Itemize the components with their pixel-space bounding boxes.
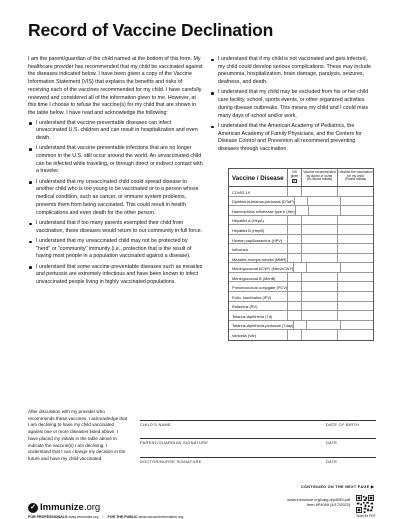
vis-given-cell[interactable] (287, 292, 301, 301)
decline-initials-cell[interactable] (337, 244, 373, 253)
table-row (229, 321, 373, 331)
decline-initials-cell[interactable] (337, 273, 373, 282)
right-column (210, 56, 375, 156)
acknowledgement-item: I understand that my unvaccinated child may not be protected by "herd" or "community" immunity (i.e., protection that is the result of having most people in a population vaccinated against a disease). (28, 238, 203, 261)
acknowledgement-item: I understand that vaccine-preventable diseases can infect unvaccinated U.S. children and can result in hospitalization and even death. (28, 120, 203, 143)
vaccine-name: Hepatitis A (HepA) (232, 218, 264, 224)
checkmark-icon: ✔ (293, 179, 297, 184)
acknowledgement-item: I understand that my child may be excluded from his or her child care facility, school, sports events, or other organized activities during disease outbreaks. This means my child and I could miss many days of school and/or work. (210, 89, 375, 120)
public-link[interactable]: www.vaccineinformation.org (138, 515, 184, 519)
vis-given-cell[interactable] (293, 263, 306, 272)
recommended-initials-cell[interactable] (301, 244, 337, 253)
footer-separator: / (102, 515, 104, 519)
acknowledgement-item: I understand that if too many parents exempted their child from vaccination, these diseases would return to our community in full force. (28, 220, 203, 235)
table-row (229, 330, 373, 340)
recommended-initials-cell[interactable] (301, 273, 337, 282)
vis-given-cell[interactable] (287, 235, 301, 244)
decline-initials-cell[interactable] (337, 302, 373, 311)
vaccine-column-header: Vaccine / Disease (232, 175, 284, 182)
vaccine-name: Meningococcal ACWY (MenACWY) (232, 266, 294, 272)
vaccine-name: Rotavirus (RV) (232, 304, 258, 310)
table-header (229, 169, 373, 187)
table-row (229, 292, 373, 302)
signature-line[interactable] (140, 420, 376, 421)
immunize-logo (28, 502, 100, 513)
scan-label: Scan for PDF (356, 514, 376, 518)
vaccine-name: Polio, inactivated (IPV) (232, 294, 272, 300)
vaccine-name: Meningococcal B (MenB) (232, 275, 276, 281)
decline-initials-cell[interactable] (337, 216, 373, 225)
acknowledgement-item: I understand that some vaccine-preventable diseases such as measles and pertussis are extremely infectious and have been known to infect unvaccinated people living in highly vaccinated populations. (28, 264, 203, 287)
parent-signature-label: PARENT/GUARDIAN SIGNATURE (140, 440, 209, 445)
vis-given-cell[interactable] (287, 187, 301, 196)
vaccine-name: Tetanus-diphtheria (Td) (232, 313, 273, 319)
vis-given-cell[interactable] (287, 311, 301, 320)
vis-given-cell[interactable] (287, 225, 301, 234)
intro-paragraph: I am the parent/guardian of the child named at the bottom of this form. My healthcare provider has recommended that my child be vaccinated against the diseases indicated below. I have been given a copy of the Vaccine Information Statement (VIS) that explains the benefits and risks of receiving each of the vaccines recommended for my child. I have carefully reviewed and considered all of the information given to me. However, at this time I choose to refuse the vaccine(s) for my child that are shown in the table below. I have read and acknowledge the following: (28, 56, 203, 116)
date-label: DATE (326, 440, 338, 445)
recommended-initials-cell[interactable] (307, 197, 340, 206)
acknowledgement-item: I understand that my unvaccinated child could spread disease to another child who is too young to be vaccinated or to a person whose medical condition, such as cancer, or immune system problems, prevents them from being vaccinated. This could result in health complications and even death for the other person. (28, 179, 203, 218)
recommended-initials-cell[interactable] (301, 292, 337, 301)
table-row (229, 225, 373, 235)
professionals-link[interactable]: www.immunize.org (68, 515, 99, 519)
vis-given-cell[interactable] (287, 273, 301, 282)
table-row (229, 206, 373, 216)
recommended-initials-cell[interactable] (301, 254, 337, 263)
acknowledgement-item: I understand that vaccine-preventable infections that are no longer common in the U.S. still occur around the world. An unvaccinated child can be infected while traveling, or through direct or indirect contact with a traveler. (28, 145, 203, 176)
vis-given-cell[interactable] (287, 330, 301, 340)
decline-initials-cell[interactable] (337, 225, 373, 234)
left-column (28, 56, 203, 289)
recommended-column-header (301, 169, 337, 186)
decline-initials-cell[interactable] (337, 330, 373, 340)
vis-given-cell[interactable] (295, 206, 308, 215)
table-row (229, 254, 373, 264)
vis-given-cell[interactable] (287, 244, 301, 253)
decline-initials-cell[interactable] (337, 292, 373, 301)
recommended-initials-cell[interactable] (301, 216, 337, 225)
recommended-initials-cell[interactable] (301, 282, 337, 291)
table-body (229, 187, 373, 340)
decline-label: I decline the vaccination for my child (338, 170, 373, 178)
table-row (229, 235, 373, 245)
recommended-initials-cell[interactable] (301, 311, 337, 320)
logo-org: .org (83, 502, 101, 513)
table-row (229, 197, 373, 207)
doctor-signature-label: DOCTOR/NURSE SIGNATURE (140, 459, 202, 464)
vaccine-name: Measles-mumps-rubella (MMR) (232, 256, 287, 262)
vis-given-cell[interactable] (287, 254, 301, 263)
vaccine-name: Varicella (Var) (232, 333, 257, 338)
item-url[interactable]: www.immunize.org/catg.d/p4059.pdf (287, 497, 350, 502)
child-name-label: CHILD'S NAME (140, 422, 171, 427)
vaccine-name: Tetanus-diphtheria-pertussis (Tdap) (232, 323, 294, 329)
dob-label: DATE OF BIRTH (326, 422, 360, 427)
left-acknowledgement-list (28, 120, 203, 287)
footer-links (28, 515, 183, 519)
acknowledgement-statement: After discussion with my provider who recommends these vaccines, I acknowledge that I am declining to have my child vaccinated against one or more diseases listed above. I have placed my initials in the table above to indicate the vaccine(s) I am declining. I understand that I can change my decision in the future and have my child vaccinated. (28, 409, 128, 461)
recommended-initials-cell[interactable] (308, 206, 341, 215)
vis-given-cell[interactable] (287, 282, 301, 291)
table-row (229, 244, 373, 254)
vaccine-name: COVID-19 (232, 189, 250, 195)
right-acknowledgement-list (210, 56, 375, 154)
recommended-initials-cell[interactable] (301, 302, 337, 311)
item-info (287, 497, 350, 507)
recommended-initials-cell[interactable] (306, 263, 339, 272)
decline-initials-cell[interactable] (337, 235, 373, 244)
item-number: Item #P4059 (4/17/2023) (306, 502, 350, 508)
date-label: DATE (326, 459, 338, 464)
decline-initials-cell[interactable] (337, 254, 373, 263)
vis-given-label: VIS given (290, 170, 299, 178)
decline-initials-cell[interactable] (337, 187, 373, 196)
professionals-label: FOR PROFESSIONALS (28, 515, 68, 519)
acknowledgement-item: I understand that if my child is not vaccinated and gets infected, my child could develop serious complications. These may include pneumonia, hospitalization, brain damage, paralysis, seizures, deafness, and death. (210, 56, 375, 87)
continued-notice: CONTINUED ON THE NEXT PAGE ▶ (301, 485, 375, 489)
acknowledgement-item: I understand that the American Academy of Pediatrics, the American Academy of Family Physicians, and the Centers for Disease Control and Prevention all recommend preventing diseases through vaccination. (210, 123, 375, 154)
recommended-initials-cell[interactable] (301, 235, 337, 244)
logo-wordmark (40, 502, 100, 513)
vaccine-name: Haemophilus influenzae type b (Hib) (232, 208, 295, 214)
table-row (229, 187, 373, 197)
table-row (229, 273, 373, 283)
decline-initials-cell[interactable] (340, 321, 373, 330)
vis-given-cell[interactable] (294, 197, 307, 206)
vaccine-name: Pneumococcal conjugate (PCV) (232, 285, 288, 291)
vaccine-name: Human papillomavirus (HPV) (232, 237, 283, 243)
page-title: Record of Vaccine Declination (28, 20, 274, 40)
vis-given-cell[interactable] (287, 216, 301, 225)
table-row (229, 311, 373, 321)
decline-note: (Parent initials) (344, 177, 367, 182)
immunize-logo-icon: ✓ (28, 503, 38, 513)
recommended-initials-cell[interactable] (301, 225, 337, 234)
decline-column-header (337, 169, 373, 186)
table-row (229, 263, 373, 273)
signature-line[interactable] (140, 438, 376, 439)
logo-name: Immunize (40, 502, 84, 513)
table-row (229, 282, 373, 292)
vaccine-name: Diphtheria-tetanus-pertussis (DTaP) (232, 199, 294, 205)
decline-initials-cell[interactable] (340, 206, 373, 215)
decline-initials-cell[interactable] (337, 311, 373, 320)
decline-initials-cell[interactable] (340, 197, 373, 206)
recommended-initials-cell[interactable] (301, 187, 337, 196)
decline-initials-cell[interactable] (337, 282, 373, 291)
public-label: FOR THE PUBLIC (107, 515, 138, 519)
recommended-note: (Dr./Nurse initials) (306, 177, 333, 182)
recommended-initials-cell[interactable] (306, 321, 339, 330)
table-row (229, 302, 373, 312)
vis-given-cell[interactable] (293, 321, 306, 330)
signature-line[interactable] (140, 457, 376, 458)
recommended-label: Vaccine recommended by doctor or nurse (303, 170, 336, 178)
decline-initials-cell[interactable] (340, 263, 373, 272)
vaccine-name: Influenza (232, 247, 248, 253)
vis-given-cell[interactable] (287, 302, 301, 311)
recommended-initials-cell[interactable] (301, 330, 337, 340)
qr-code-icon[interactable] (356, 495, 374, 513)
vaccine-declination-table (228, 168, 374, 341)
vis-given-column-header (287, 169, 301, 186)
table-row (229, 216, 373, 226)
vaccine-name: Hepatitis B (HepB) (232, 227, 265, 233)
